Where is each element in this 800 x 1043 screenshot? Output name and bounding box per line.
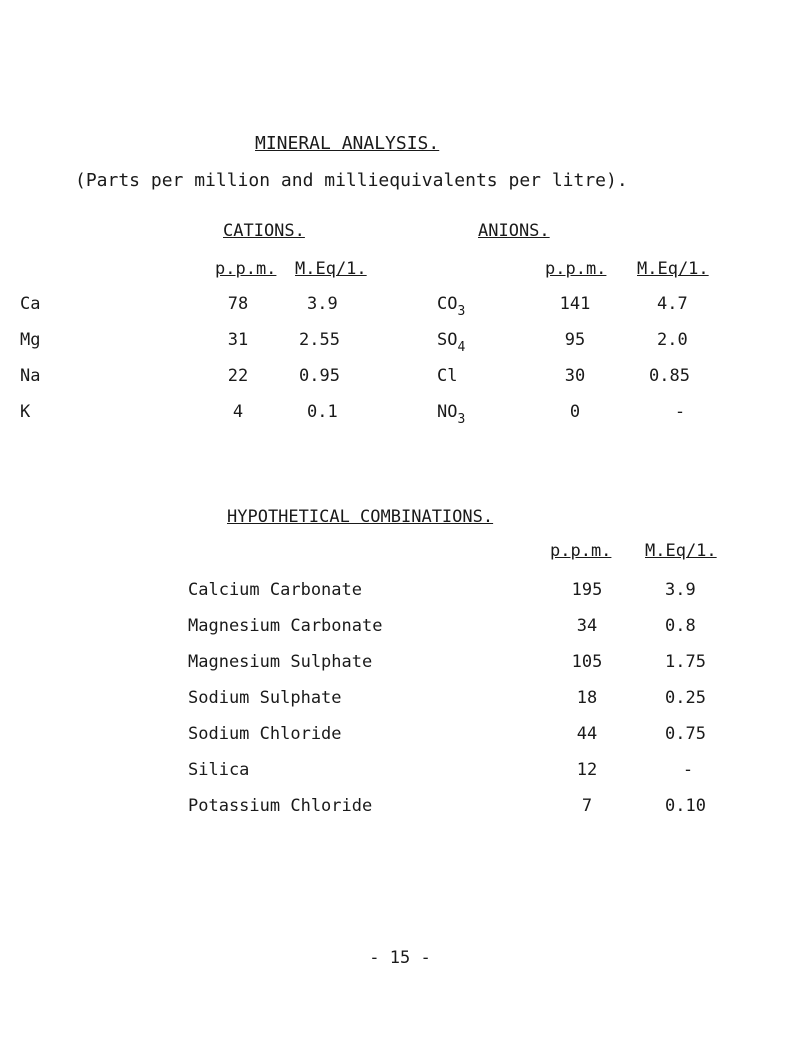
anion-meq-header: M.Eq/1. <box>637 259 709 279</box>
anion-ppm: 95 <box>564 330 586 350</box>
hypothetical-heading: HYPOTHETICAL COMBINATIONS. <box>227 507 494 527</box>
combination-meq: 0.75 <box>665 724 706 744</box>
combination-ppm: 12 <box>576 760 598 780</box>
anion-ppm: 30 <box>564 366 586 386</box>
cation-symbol: K <box>20 402 31 422</box>
anion-meq: 2.0 <box>657 330 688 350</box>
combination-name: Calcium Carbonate <box>188 580 362 600</box>
document-subtitle: (Parts per million and milliequivalents per litre). <box>75 170 628 191</box>
anion-formula: $CO_3$ <box>437 294 466 319</box>
cation-meq: 2.55 <box>299 330 340 350</box>
cation-symbol: Mg <box>20 330 41 350</box>
anion-ppm: 0 <box>569 402 581 422</box>
combination-ppm: 34 <box>576 616 598 636</box>
cation-symbol: Na <box>20 366 41 386</box>
cation-ppm: 31 <box>227 330 249 350</box>
cation-meq: 0.1 <box>307 402 338 422</box>
cation-ppm: 78 <box>227 294 249 314</box>
combination-ppm: 105 <box>571 652 603 672</box>
combination-name: Sodium Chloride <box>188 724 342 744</box>
combo-meq-header: M.Eq/1. <box>645 541 717 561</box>
combination-name: Magnesium Carbonate <box>188 616 383 636</box>
page-number: - 15 - <box>369 948 431 968</box>
cation-meq: 3.9 <box>307 294 338 314</box>
anion-ppm: 141 <box>559 294 591 314</box>
cation-ppm-header: p.p.m. <box>215 259 277 279</box>
combination-meq: 0.8 <box>665 616 696 636</box>
cation-meq-header: M.Eq/1. <box>295 259 367 279</box>
anion-meq: 4.7 <box>657 294 688 314</box>
combination-meq: 1.75 <box>665 652 706 672</box>
document-title: MINERAL ANALYSIS. <box>255 133 440 154</box>
combination-name: Potassium Chloride <box>188 796 373 816</box>
cation-symbol: Ca <box>20 294 41 314</box>
anion-formula: $NO_3$ <box>437 402 466 427</box>
cation-meq: 0.95 <box>299 366 340 386</box>
combination-ppm: 7 <box>581 796 593 816</box>
anion-formula: Cl <box>437 366 458 386</box>
anions-heading: ANIONS. <box>478 221 550 241</box>
combination-name: Silica <box>188 760 250 780</box>
combination-name: Sodium Sulphate <box>188 688 342 708</box>
anion-meq: 0.85 <box>649 366 690 386</box>
combination-ppm: 195 <box>571 580 603 600</box>
combination-meq: 0.25 <box>665 688 706 708</box>
combination-ppm: 18 <box>576 688 598 708</box>
combination-meq: 0.10 <box>665 796 706 816</box>
cation-ppm: 4 <box>232 402 244 422</box>
combination-meq: - <box>682 760 694 780</box>
anion-ppm-header: p.p.m. <box>545 259 607 279</box>
anion-formula: $SO_4$ <box>437 330 466 355</box>
combination-meq: 3.9 <box>665 580 696 600</box>
combination-ppm: 44 <box>576 724 598 744</box>
cations-heading: CATIONS. <box>223 221 305 241</box>
anion-meq: - <box>674 402 686 422</box>
combo-ppm-header: p.p.m. <box>550 541 612 561</box>
cation-ppm: 22 <box>227 366 249 386</box>
combination-name: Magnesium Sulphate <box>188 652 373 672</box>
